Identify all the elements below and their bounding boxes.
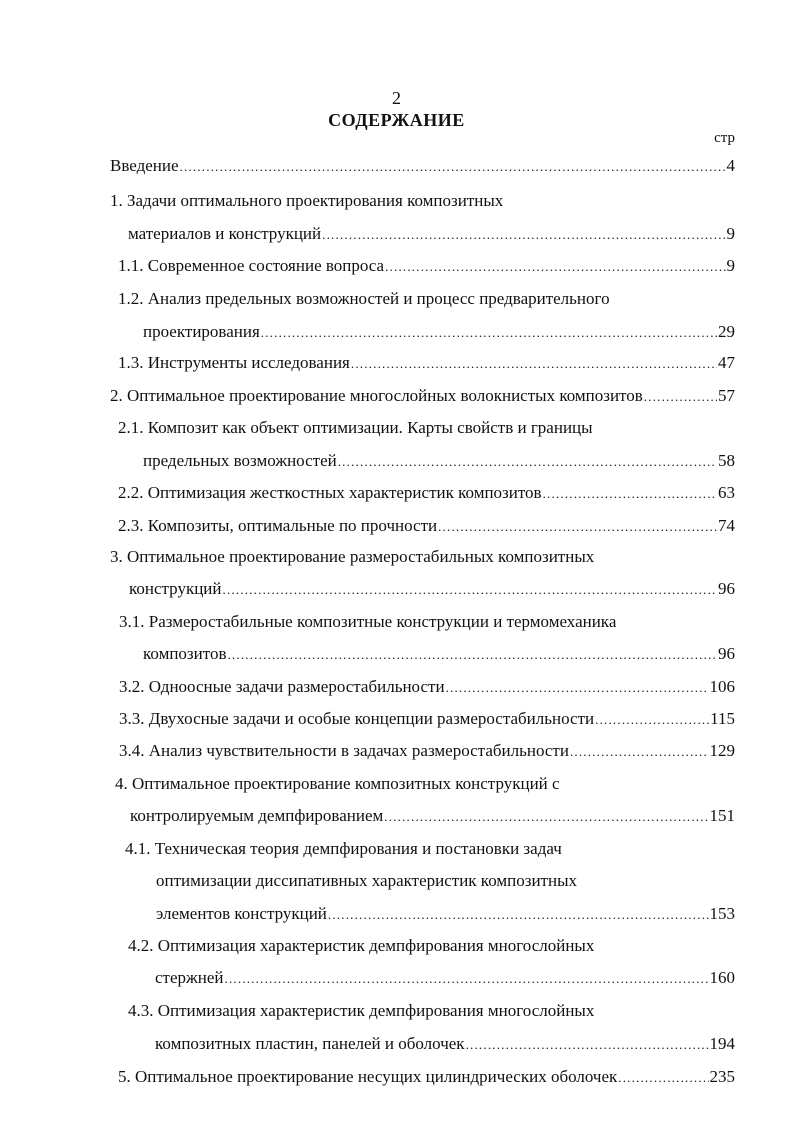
dot-leader [438,515,717,537]
toc-entry [119,676,735,698]
page-number: 2 [392,88,401,108]
toc-entry-title: элементов конструкций [156,904,327,923]
dot-leader [322,223,725,245]
dot-leader [595,708,709,730]
toc-entry-title: 5. Оптимальное проектирование несущих цилиндрических оболочек [118,1067,618,1086]
toc-page-number: 57 [718,386,735,405]
toc-entry-title: 1. Задачи оптимального проектирования композитных [110,191,504,210]
toc-entry-title: 3.4. Анализ чувствительности в задачах размеростабильности [119,741,569,760]
toc-entry [118,515,735,537]
toc-page-number: 9 [726,224,735,243]
toc-entry [119,708,735,730]
toc-entry [155,967,735,989]
toc-entry [156,903,735,925]
toc-entry [130,805,735,827]
toc-entry [119,740,735,762]
toc-entry-title: композитов [143,644,227,663]
toc-entry-line [128,935,594,957]
toc-entry-title: конструкций [129,579,222,598]
toc-entry [110,385,735,407]
toc-entry-title: 3.1. Размеростабильные композитные конструкции и термомеханика [119,612,617,631]
dot-leader [328,903,709,925]
toc-entry-title: 4.3. Оптимизация характеристик демпфирования многослойных [128,1001,595,1020]
toc-entry-title: 3. Оптимальное проектирование размеростабильных композитных [110,547,595,566]
toc-entry [155,1033,735,1055]
toc-entry-title: 4.2. Оптимизация характеристик демпфирования многослойных [128,936,595,955]
toc-entry [143,321,735,343]
toc-page-number: 160 [709,968,735,987]
toc-entry [118,255,735,277]
dot-leader [261,321,717,343]
dot-leader [180,155,726,177]
toc-entry-title: оптимизации диссипативных характеристик композитных [156,871,577,890]
toc-entry-line [119,611,616,633]
toc-entry-title: композитных пластин, панелей и оболочек [155,1034,465,1053]
toc-entry-line [128,1000,594,1022]
toc-page-number: 235 [709,1067,735,1086]
toc-entry [143,450,735,472]
toc-entry-line [110,190,503,212]
toc-page-number: 9 [726,256,735,275]
toc-entry-title: 1.3. Инструменты исследования [118,353,350,372]
toc-page-number: 58 [718,451,735,470]
dot-leader [644,385,717,407]
toc-entry-line [125,838,562,860]
toc-page-number: 153 [709,904,735,923]
toc-page-number: 106 [709,677,735,696]
page-column-label: стр [714,130,735,146]
toc-entry-title: стержней [155,968,224,987]
toc-entry-line [156,870,577,892]
dot-leader [351,352,717,374]
toc-entry-title: 2.2. Оптимизация жесткостных характеристик композитов [118,483,542,502]
toc-entry-title: материалов и конструкций [128,224,322,243]
toc-entry-line [110,546,594,568]
toc-entry [129,578,735,600]
toc-entry [143,643,735,665]
toc-entry-title: 3.2. Одноосные задачи размеростабильности [119,677,445,696]
toc-entry-title: предельных возможностей [143,451,337,470]
dot-leader [338,450,717,472]
toc-page-number: 74 [718,516,735,535]
toc-entry-title: 4. Оптимальное проектирование композитных конструкций с [115,774,560,793]
toc-entry-title: проектирования [143,322,260,341]
dot-leader [227,643,717,665]
toc-entry-title: 2.1. Композит как объект оптимизации. Карты свойств и границы [118,418,593,437]
toc-entry-line [118,417,593,439]
toc-entry [118,352,735,374]
toc-entry [110,155,735,177]
toc-entry-title: 1.1. Современное состояние вопроса [118,256,385,275]
toc-entry-title: 2. Оптимальное проектирование многослойных волокнистых композитов [110,386,643,405]
dot-leader [223,578,717,600]
page-title: СОДЕРЖАНИЕ [328,110,465,130]
toc-entry-title: Введение [110,156,179,175]
toc-entry-line [115,773,560,795]
toc-page-number: 4 [726,156,735,175]
dot-leader [225,967,709,989]
toc-entry-title: 1.2. Анализ предельных возможностей и процесс предварительного [118,289,610,308]
toc-entry-line [118,288,610,310]
toc-entry-title: 4.1. Техническая теория демпфирования и постановки задач [125,839,562,858]
dot-leader [384,805,708,827]
dot-leader [618,1066,708,1088]
toc-entry [118,1066,735,1088]
toc-page-number: 96 [718,579,735,598]
toc-page-number: 96 [718,644,735,663]
toc-page-number: 151 [709,806,735,825]
toc-page-number: 63 [718,483,735,502]
dot-leader [466,1033,709,1055]
dot-leader [446,676,709,698]
dot-leader [543,482,717,504]
toc-entry-title: 2.3. Композиты, оптимальные по прочности [118,516,438,535]
dot-leader [385,255,725,277]
toc-entry-title: контролируемым демпфированием [130,806,384,825]
toc-page-number: 129 [709,741,735,760]
toc-entry-title: 3.3. Двухосные задачи и особые концепции размеростабильности [119,709,595,728]
toc-entry [118,482,735,504]
toc-page-number: 47 [718,353,735,372]
dot-leader [570,740,709,762]
toc-page-number: 115 [710,709,735,728]
toc-page-number: 29 [718,322,735,341]
toc-page-number: 194 [709,1034,735,1053]
toc-entry [128,223,735,245]
